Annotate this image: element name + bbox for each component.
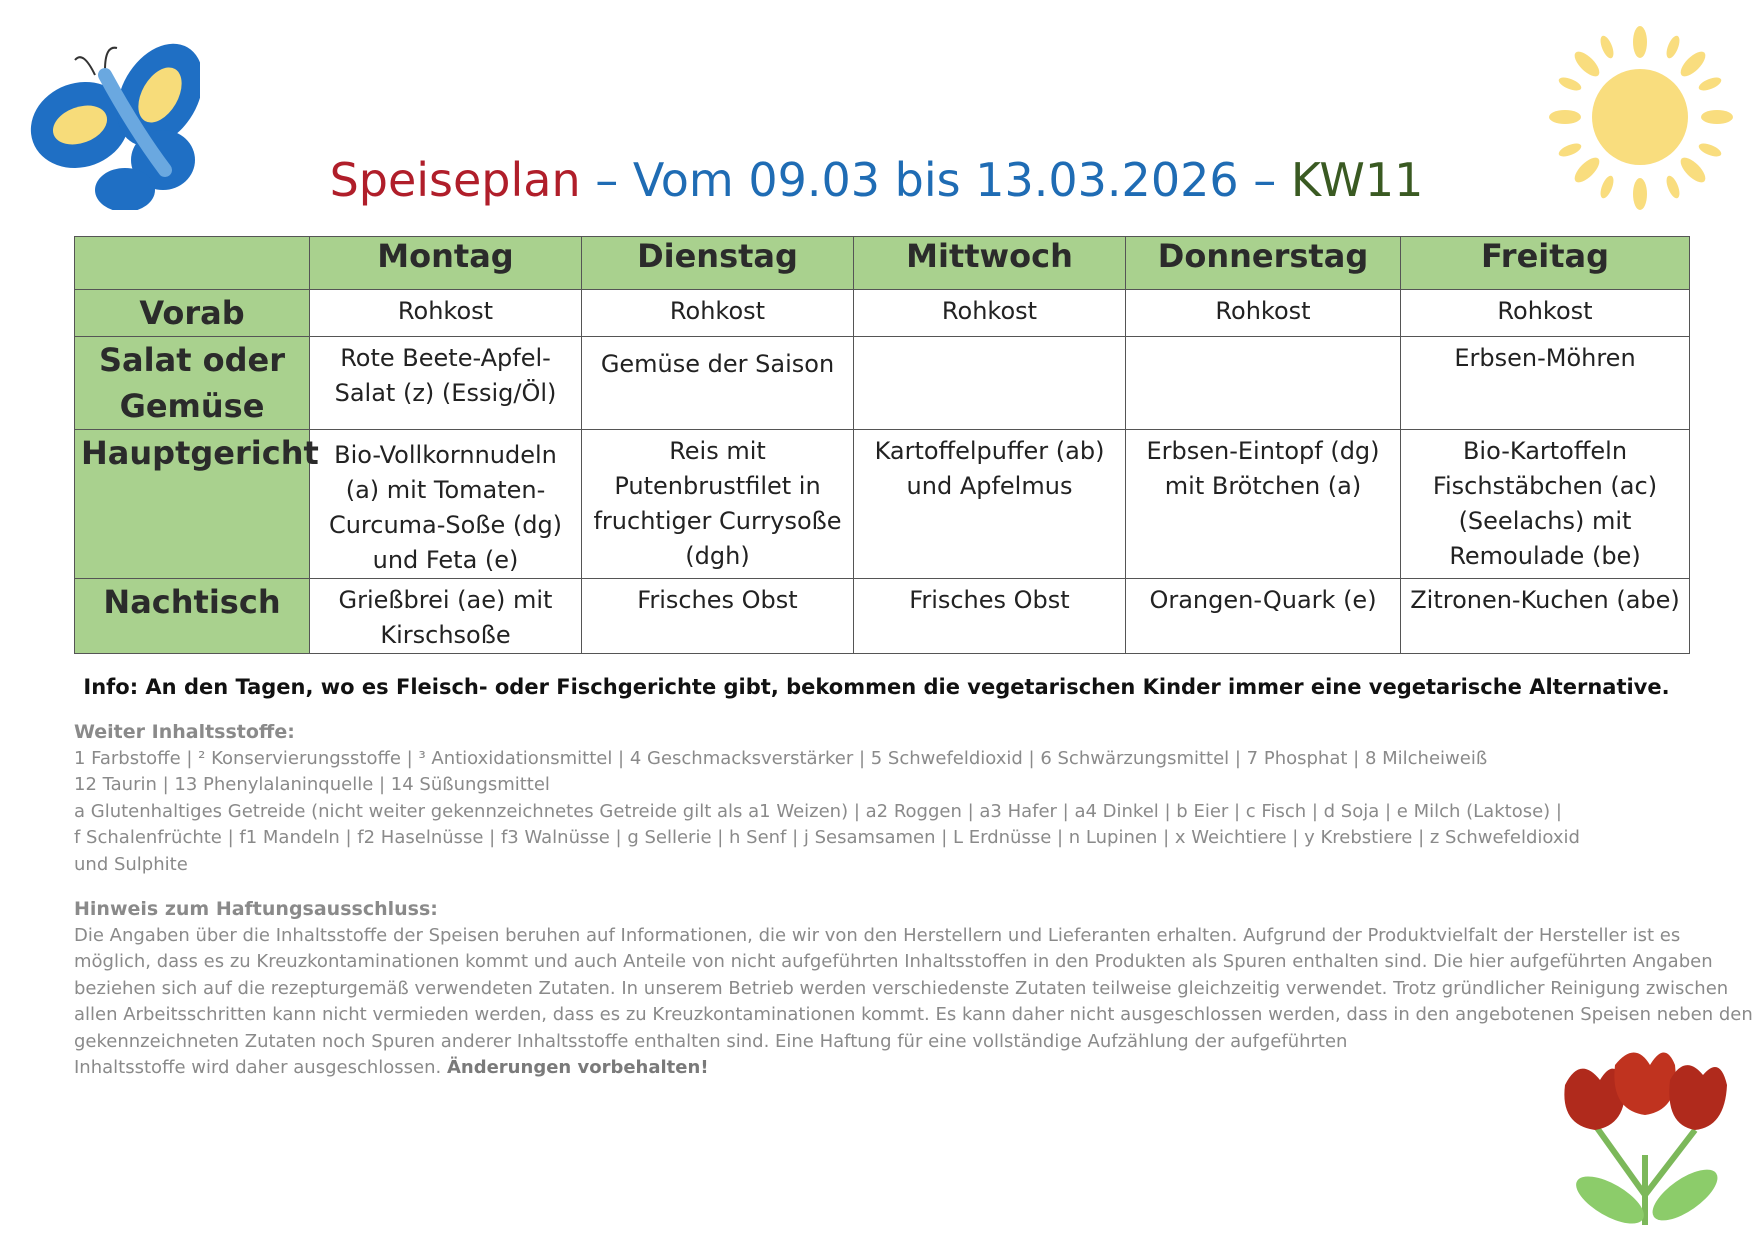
menu-cell: Bio-Kartoffeln Fischstäbchen (ac) (Seelachs) mit Remoulade (be) xyxy=(1401,430,1690,579)
menu-cell: Rohkost xyxy=(1401,290,1690,337)
row-label-hauptgericht: Hauptgericht xyxy=(75,430,310,579)
ingredients-section xyxy=(74,719,1694,878)
disclaimer-line: beziehen sich auf die rezepturgemäß verwendeten Zutaten. In unserem Betrieb werden verschiedenste Zutaten teilweise gleichzeitig verwendet. Trotz gründlicher Reinigung zwischen xyxy=(74,977,1729,999)
title-date-range: Vom 09.03 bis 13.03.2026 xyxy=(632,153,1239,207)
ingredients-line: 1 Farbstoffe | ² Konservierungsstoffe | ³ Antioxidationsmittel | 4 Geschmacksverstärker | 5 Schwefeldioxid | 6 Schwärzungsmittel | 7 Phosphat | 8 Milcheiweiß xyxy=(74,747,1488,769)
menu-cell: Erbsen-Möhren xyxy=(1401,337,1690,430)
menu-cell: Rohkost xyxy=(310,290,582,337)
disclaimer-line: allen Arbeitsschritten kann nicht vermieden werden, dass es zu Kreuzkontaminationen kommt. Es kann daher nicht ausgeschlossen werden, dass in den angebotenen Speisen neben den xyxy=(74,1004,1753,1025)
menu-cell: Rote Beete-Apfel-Salat (z) (Essig/Öl) xyxy=(310,337,582,430)
ingredients-line: und Sulphite xyxy=(74,853,188,875)
ingredients-heading: Weiter Inhaltsstoffe: xyxy=(74,721,295,743)
day-header: Montag xyxy=(310,237,582,290)
title-speiseplan: Speiseplan xyxy=(329,153,581,207)
header-row xyxy=(75,237,1690,290)
disclaimer-line: Die Angaben über die Inhaltsstoffe der Speisen beruhen auf Informationen, die wir von den Herstellern und Lieferanten erhalten. Aufgrund der Produktvielfalt der Hersteller ist es xyxy=(74,924,1681,946)
table-row xyxy=(75,290,1690,337)
menu-cell: Frisches Obst xyxy=(854,579,1126,654)
disclaimer-section xyxy=(74,896,1753,1082)
disclaimer-line: gekennzeichneten Zutaten noch Spuren anderer Inhaltsstoffe enthalten sind. Eine Haftung für eine vollständige Aufzählung der aufgeführten xyxy=(74,1030,1348,1052)
ingredients-line: a Glutenhaltiges Getreide (nicht weiter gekennzeichnetes Getreide gilt als a1 Weizen) | a2 Roggen | a3 Hafer | a4 Dinkel | b Eier | c Fisch | d Soja | e Milch (Laktose) | xyxy=(74,800,1562,822)
ingredients-line: f Schalenfrüchte | f1 Mandeln | f2 Haselnüsse | f3 Walnüsse | g Sellerie | h Senf | j Sesamsamen | L Erdnüsse | n Lupinen | x Weichtiere | y Krebstiere | z Schwefeldioxid xyxy=(74,827,1580,848)
row-label-vorab: Vorab xyxy=(75,290,310,337)
menu-cell: Grießbrei (ae) mit Kirschsoße xyxy=(310,579,582,654)
menu-cell xyxy=(1126,337,1401,430)
menu-cell: Frisches Obst xyxy=(582,579,854,654)
day-header: Freitag xyxy=(1401,237,1690,290)
page-title: Speiseplan – Vom 09.03 bis 13.03.2026 – KW11 xyxy=(329,153,1424,207)
menu-cell: Rohkost xyxy=(582,290,854,337)
disclaimer-line: möglich, dass es zu Kreuzkontaminationen kommt und auch Anteile von nicht aufgeführten Inhaltsstoffen in den Produkten als Spuren enthalten sind. Die hier aufgeführten Angaben xyxy=(74,951,1713,972)
menu-cell: Kartoffelpuffer (ab) und Apfelmus xyxy=(854,430,1126,579)
menu-cell: Reis mit Putenbrustfilet in fruchtiger Currysoße (dgh) xyxy=(582,430,854,579)
changes-reserved: Änderungen vorbehalten! xyxy=(446,1057,709,1078)
table-row xyxy=(75,430,1690,579)
menu-cell: Rohkost xyxy=(1126,290,1401,337)
table-row xyxy=(75,579,1690,654)
table-row xyxy=(75,337,1690,430)
menu-cell: Rohkost xyxy=(854,290,1126,337)
menu-cell xyxy=(854,337,1126,430)
menu-cell: Orangen-Quark (e) xyxy=(1126,579,1401,654)
menu-cell: Erbsen-Eintopf (dg) mit Brötchen (a) xyxy=(1126,430,1401,579)
disclaimer-heading: Hinweis zum Haftungsausschluss: xyxy=(74,898,438,920)
ingredients-line: 12 Taurin | 13 Phenylalaninquelle | 14 Süßungsmittel xyxy=(74,774,550,795)
row-label-salat: Salat oder Gemüse xyxy=(75,337,310,430)
corner-cell xyxy=(75,237,310,290)
info-note: Info: An den Tagen, wo es Fleisch- oder Fischgerichte gibt, bekommen die vegetarischen Kinder immer eine vegetarische Alternative. xyxy=(83,675,1670,699)
row-label-nachtisch: Nachtisch xyxy=(75,579,310,654)
day-header: Mittwoch xyxy=(854,237,1126,290)
title-week: KW11 xyxy=(1290,153,1424,207)
menu-cell: Gemüse der Saison xyxy=(582,337,854,430)
disclaimer-last-line: Inhaltsstoffe wird daher ausgeschlossen. Änderungen vorbehalten! xyxy=(74,1057,709,1078)
day-header: Donnerstag xyxy=(1126,237,1401,290)
menu-table xyxy=(74,236,1690,654)
menu-cell: Bio-Vollkornnudeln (a) mit Tomaten-Curcuma-Soße (dg) und Feta (e) xyxy=(310,430,582,579)
menu-cell: Zitronen-Kuchen (abe) xyxy=(1401,579,1690,654)
day-header: Dienstag xyxy=(582,237,854,290)
